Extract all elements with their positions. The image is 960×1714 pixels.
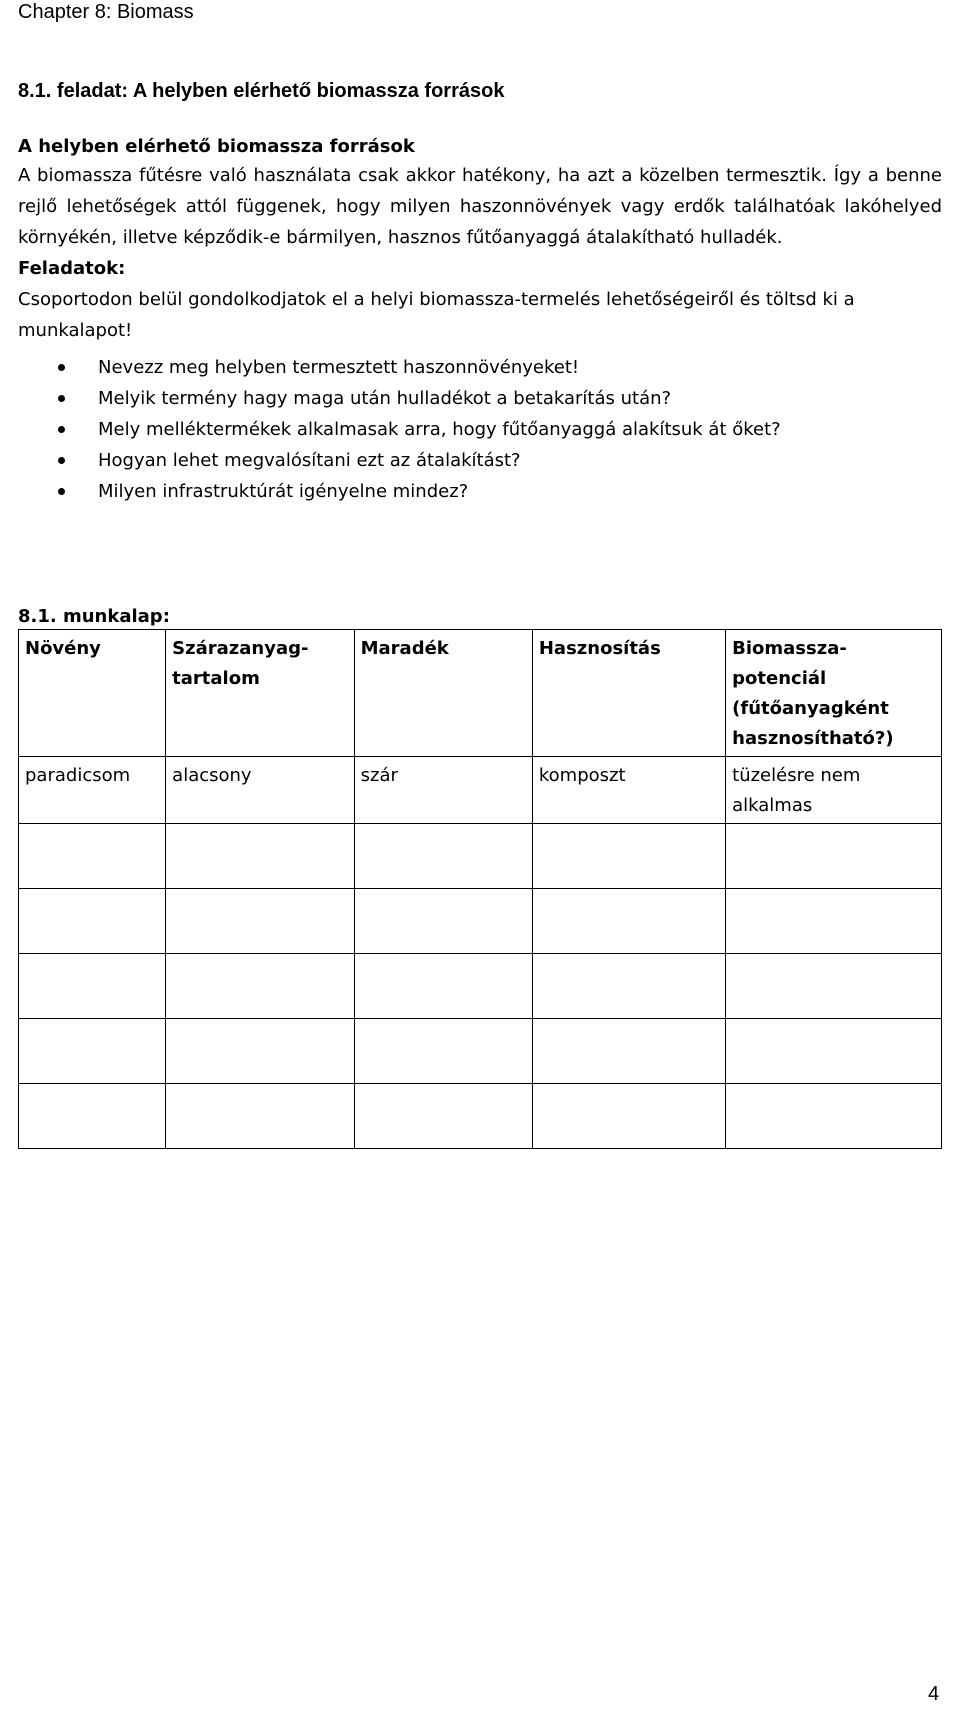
table-cell[interactable]: [354, 889, 532, 954]
table-cell[interactable]: [166, 824, 354, 889]
worksheet-table: [18, 629, 942, 1149]
table-cell: komposzt: [532, 757, 725, 824]
table-cell[interactable]: [354, 1084, 532, 1149]
column-header-dry-matter: Szárazanyag-tartalom: [166, 630, 354, 757]
question-text: Melyik termény hagy maga után hulladékot a betakarítás után?: [98, 388, 672, 409]
bullet-icon: [58, 488, 65, 495]
table-cell[interactable]: [726, 1084, 942, 1149]
table-cell[interactable]: [166, 889, 354, 954]
instruction-paragraph: Csoportodon belül gondolkodjatok el a helyi biomassza-termelés lehetőségeiről és töltsd ki a munkalapot!: [18, 289, 855, 341]
bullet-icon: [58, 364, 65, 371]
worksheet-title: 8.1. munkalap:: [18, 606, 170, 627]
table-cell[interactable]: [532, 1019, 725, 1084]
table-row: [19, 757, 942, 824]
table-cell[interactable]: [19, 1084, 166, 1149]
intro-paragraph: A biomassza fűtésre való használata csak akkor hatékony, ha azt a közelben termesztik. Így a benne rejlő lehetőségek attól függenek, hogy milyen haszonnövények vagy erdők találhatóak lakóhelyed környékén, illetve képződik-e bármilyen, hasznos fűtőanyaggá átalakítható hulladék.: [18, 165, 942, 248]
question-item: [18, 383, 942, 414]
table-row: [19, 889, 942, 954]
column-header-biomass-potential: Biomassza-potenciál (fűtőanyagként hasznosítható?): [726, 630, 942, 757]
table-cell[interactable]: [532, 954, 725, 1019]
table-row: [19, 824, 942, 889]
task-section: [18, 134, 942, 507]
table-cell[interactable]: [726, 889, 942, 954]
table-cell[interactable]: [354, 954, 532, 1019]
table-cell[interactable]: [19, 1019, 166, 1084]
table-cell[interactable]: [354, 824, 532, 889]
table-cell[interactable]: [726, 824, 942, 889]
table-cell[interactable]: [166, 1019, 354, 1084]
table-cell[interactable]: [726, 954, 942, 1019]
question-text: Milyen infrastruktúrát igényelne mindez?: [98, 481, 469, 502]
table-cell[interactable]: [532, 889, 725, 954]
question-text: Hogyan lehet megvalósítani ezt az átalakítást?: [98, 450, 521, 471]
table-cell[interactable]: [19, 954, 166, 1019]
bullet-icon: [58, 457, 65, 464]
table-row: [19, 1084, 942, 1149]
table-cell: paradicsom: [19, 757, 166, 824]
page-number: 4: [928, 1683, 940, 1705]
table-header-row: [19, 630, 942, 757]
table-row: [19, 954, 942, 1019]
tasks-heading: Feladatok:: [18, 258, 126, 279]
column-header-usage: Hasznosítás: [532, 630, 725, 757]
question-list: [18, 352, 942, 507]
table-row: [19, 1019, 942, 1084]
table-cell[interactable]: [532, 1084, 725, 1149]
table-cell: szár: [354, 757, 532, 824]
question-text: Nevezz meg helyben termesztett haszonnövényeket!: [98, 357, 580, 378]
question-item: [18, 445, 942, 476]
column-header-plant: Növény: [19, 630, 166, 757]
table-cell[interactable]: [166, 1084, 354, 1149]
task-title: 8.1. feladat: A helyben elérhető biomassza források: [18, 80, 505, 102]
question-item: [18, 414, 942, 445]
table-cell: alacsony: [166, 757, 354, 824]
chapter-header: Chapter 8: Biomass: [18, 1, 194, 23]
table-cell: tüzelésre nem alkalmas: [726, 757, 942, 824]
table-cell[interactable]: [19, 824, 166, 889]
question-text: Mely melléktermékek alkalmasak arra, hogy fűtőanyaggá alakítsuk át őket?: [98, 419, 781, 440]
table-cell[interactable]: [532, 824, 725, 889]
table-cell[interactable]: [166, 954, 354, 1019]
table-cell[interactable]: [19, 889, 166, 954]
bullet-icon: [58, 426, 65, 433]
table-cell[interactable]: [726, 1019, 942, 1084]
question-item: [18, 476, 942, 507]
bullet-icon: [58, 395, 65, 402]
question-item: [18, 352, 942, 383]
table-cell[interactable]: [354, 1019, 532, 1084]
column-header-residue: Maradék: [354, 630, 532, 757]
section-title: A helyben elérhető biomassza források: [18, 136, 415, 157]
